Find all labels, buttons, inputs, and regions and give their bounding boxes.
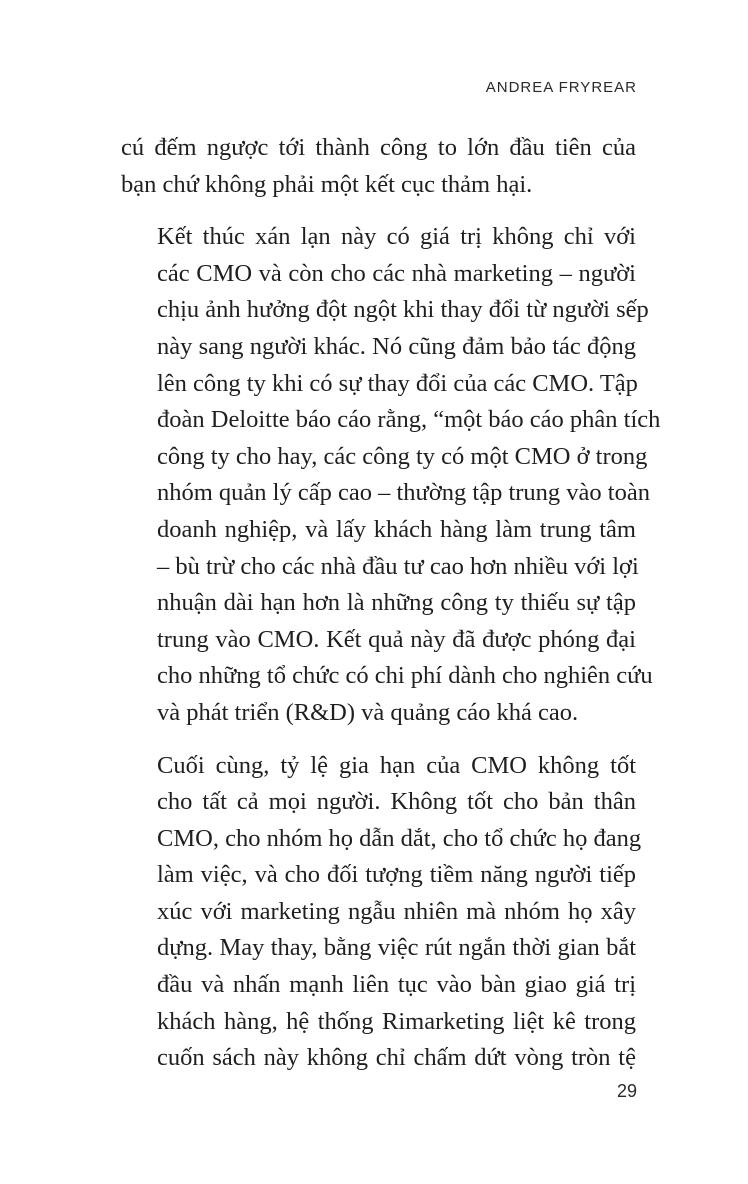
- text-line: và phát triển (R&D) và quảng cáo khá cao.: [157, 698, 579, 726]
- text-line: CMO, cho nhóm họ dẫn dắt, cho tổ chức họ đang: [157, 824, 642, 852]
- text-line: trung vào CMO. Kết quả này đã được phóng đại: [157, 625, 636, 653]
- text-line: làm việc, và cho đối tượng tiềm năng người tiếp: [157, 861, 636, 889]
- text-line: cú đếm ngược tới thành công to lớn đầu tiên của: [121, 134, 636, 161]
- text-line: cuốn sách này không chỉ chấm dứt vòng tròn tệ: [157, 1044, 636, 1072]
- paragraph-2: [121, 219, 661, 731]
- text-line: xúc với marketing ngẫu nhiên mà nhóm họ xây: [157, 897, 636, 925]
- text-line: đoàn Deloitte báo cáo rằng, “một báo cáo phân tích: [157, 406, 661, 434]
- text-line: cho những tổ chức có chi phí dành cho nghiên cứu: [157, 662, 653, 690]
- body-text: [121, 130, 661, 1077]
- text-line: các CMO và còn cho các nhà marketing – người: [157, 259, 636, 287]
- text-line: Kết thúc xán lạn này có giá trị không chỉ với: [157, 223, 636, 251]
- text-line: – bù trừ cho các nhà đầu tư cao hơn nhiều với lợi: [157, 552, 639, 580]
- text-line: Cuối cùng, tỷ lệ gia hạn của CMO không tốt: [157, 751, 636, 779]
- text-line: này sang người khác. Nó cũng đảm bảo tác động: [157, 332, 636, 360]
- text-line: đầu và nhấn mạnh liên tục vào bàn giao giá trị: [157, 971, 636, 999]
- text-line: nhuận dài hạn hơn là những công ty thiếu sự tập: [157, 589, 636, 617]
- page-number: 29: [616, 1081, 637, 1101]
- paragraph-1: [121, 130, 636, 203]
- text-line: dựng. May thay, bằng việc rút ngắn thời gian bắt: [157, 934, 636, 962]
- text-line: lên công ty khi có sự thay đổi của các CMO. Tập: [157, 369, 638, 397]
- text-line: doanh nghiệp, và lấy khách hàng làm trung tâm: [157, 515, 636, 543]
- text-line: chịu ảnh hưởng đột ngột khi thay đổi từ người sếp: [157, 296, 649, 324]
- text-line: nhóm quản lý cấp cao – thường tập trung vào toàn: [157, 479, 650, 507]
- paragraph-3: [121, 748, 642, 1077]
- text-line: công ty cho hay, các công ty có một CMO ở trong: [157, 442, 648, 470]
- text-line: bạn chứ không phải một kết cục thảm hại.: [121, 170, 533, 198]
- text-line: khách hàng, hệ thống Rimarketing liệt kê trong: [157, 1007, 636, 1035]
- text-line: cho tất cả mọi người. Không tốt cho bản thân: [157, 788, 636, 816]
- running-header-author: ANDREA FRYREAR: [485, 79, 637, 96]
